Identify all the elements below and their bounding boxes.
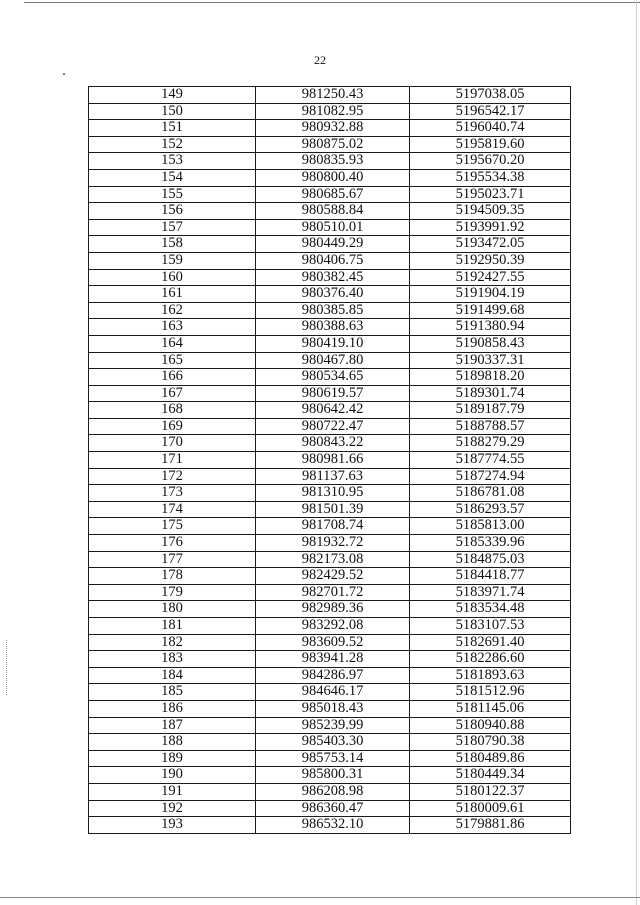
point-number-cell: 150 [89, 103, 256, 120]
point-number-cell: 184 [89, 667, 256, 684]
point-number-cell: 192 [89, 800, 256, 817]
point-number-cell: 156 [89, 203, 256, 220]
y-coordinate-cell: 5192427.55 [410, 269, 571, 286]
x-coordinate-cell: 980875.02 [256, 136, 410, 153]
y-coordinate-cell: 5189301.74 [410, 385, 571, 402]
x-coordinate-cell: 981137.63 [256, 468, 410, 485]
top-edge-rule [24, 2, 640, 3]
x-coordinate-cell: 980722.47 [256, 418, 410, 435]
y-coordinate-cell: 5181145.06 [410, 700, 571, 717]
point-number-cell: 175 [89, 518, 256, 535]
y-coordinate-cell: 5180489.86 [410, 750, 571, 767]
table-row [89, 385, 571, 402]
y-coordinate-cell: 5184418.77 [410, 568, 571, 585]
x-coordinate-cell: 985018.43 [256, 700, 410, 717]
table-row [89, 120, 571, 137]
point-number-cell: 188 [89, 734, 256, 751]
table-row [89, 601, 571, 618]
x-coordinate-cell: 980835.93 [256, 153, 410, 170]
table-row [89, 252, 571, 269]
x-coordinate-cell: 982173.08 [256, 551, 410, 568]
y-coordinate-cell: 5191904.19 [410, 286, 571, 303]
table-row [89, 203, 571, 220]
y-coordinate-cell: 5180009.61 [410, 800, 571, 817]
table-row [89, 369, 571, 386]
y-coordinate-cell: 5182691.40 [410, 634, 571, 651]
point-number-cell: 161 [89, 286, 256, 303]
table-row [89, 734, 571, 751]
point-number-cell: 180 [89, 601, 256, 618]
table-row [89, 269, 571, 286]
point-number-cell: 193 [89, 817, 256, 834]
x-coordinate-cell: 984286.97 [256, 667, 410, 684]
x-coordinate-cell: 980510.01 [256, 219, 410, 236]
table-row [89, 618, 571, 635]
point-number-cell: 187 [89, 717, 256, 734]
point-number-cell: 164 [89, 335, 256, 352]
table-row [89, 435, 571, 452]
x-coordinate-cell: 985800.31 [256, 767, 410, 784]
table-row [89, 783, 571, 800]
x-coordinate-cell: 980376.40 [256, 286, 410, 303]
y-coordinate-cell: 5188788.57 [410, 418, 571, 435]
table-row [89, 700, 571, 717]
point-number-cell: 153 [89, 153, 256, 170]
x-coordinate-cell: 980981.66 [256, 452, 410, 469]
y-coordinate-cell: 5195534.38 [410, 169, 571, 186]
y-coordinate-cell: 5183534.48 [410, 601, 571, 618]
point-number-cell: 185 [89, 684, 256, 701]
x-coordinate-cell: 985753.14 [256, 750, 410, 767]
point-number-cell: 181 [89, 618, 256, 635]
table-row [89, 817, 571, 834]
y-coordinate-cell: 5185339.96 [410, 535, 571, 552]
coordinates-table-body [89, 87, 571, 834]
point-number-cell: 179 [89, 584, 256, 601]
table-row [89, 551, 571, 568]
x-coordinate-cell: 985239.99 [256, 717, 410, 734]
x-coordinate-cell: 986208.98 [256, 783, 410, 800]
table-row [89, 667, 571, 684]
y-coordinate-cell: 5179881.86 [410, 817, 571, 834]
point-number-cell: 169 [89, 418, 256, 435]
point-number-cell: 186 [89, 700, 256, 717]
table-row [89, 302, 571, 319]
table-row [89, 468, 571, 485]
x-coordinate-cell: 986532.10 [256, 817, 410, 834]
x-coordinate-cell: 982429.52 [256, 568, 410, 585]
right-edge-line [636, 0, 637, 905]
x-coordinate-cell: 981250.43 [256, 87, 410, 104]
point-number-cell: 163 [89, 319, 256, 336]
y-coordinate-cell: 5194509.35 [410, 203, 571, 220]
point-number-cell: 177 [89, 551, 256, 568]
point-number-cell: 166 [89, 369, 256, 386]
table-row [89, 750, 571, 767]
y-coordinate-cell: 5192950.39 [410, 252, 571, 269]
x-coordinate-cell: 980588.84 [256, 203, 410, 220]
y-coordinate-cell: 5189818.20 [410, 369, 571, 386]
x-coordinate-cell: 983941.28 [256, 651, 410, 668]
x-coordinate-cell: 980932.88 [256, 120, 410, 137]
bottom-edge-rule [0, 897, 640, 898]
x-coordinate-cell: 981082.95 [256, 103, 410, 120]
table-row [89, 286, 571, 303]
point-number-cell: 168 [89, 402, 256, 419]
left-margin-marks [6, 640, 8, 695]
point-number-cell: 176 [89, 535, 256, 552]
x-coordinate-cell: 980388.63 [256, 319, 410, 336]
point-number-cell: 149 [89, 87, 256, 104]
point-number-cell: 154 [89, 169, 256, 186]
point-number-cell: 167 [89, 385, 256, 402]
x-coordinate-cell: 980642.42 [256, 402, 410, 419]
x-coordinate-cell: 986360.47 [256, 800, 410, 817]
x-coordinate-cell: 980843.22 [256, 435, 410, 452]
point-number-cell: 162 [89, 302, 256, 319]
y-coordinate-cell: 5186293.57 [410, 501, 571, 518]
x-coordinate-cell: 980382.45 [256, 269, 410, 286]
x-coordinate-cell: 980406.75 [256, 252, 410, 269]
y-coordinate-cell: 5187774.55 [410, 452, 571, 469]
table-row [89, 352, 571, 369]
coordinates-table [88, 86, 571, 834]
y-coordinate-cell: 5197038.05 [410, 87, 571, 104]
point-number-cell: 190 [89, 767, 256, 784]
y-coordinate-cell: 5195670.20 [410, 153, 571, 170]
table-row [89, 418, 571, 435]
point-number-cell: 191 [89, 783, 256, 800]
x-coordinate-cell: 982701.72 [256, 584, 410, 601]
y-coordinate-cell: 5183971.74 [410, 584, 571, 601]
y-coordinate-cell: 5190858.43 [410, 335, 571, 352]
table-row [89, 402, 571, 419]
y-coordinate-cell: 5189187.79 [410, 402, 571, 419]
point-number-cell: 171 [89, 452, 256, 469]
table-row [89, 103, 571, 120]
x-coordinate-cell: 980619.57 [256, 385, 410, 402]
x-coordinate-cell: 980449.29 [256, 236, 410, 253]
point-number-cell: 155 [89, 186, 256, 203]
x-coordinate-cell: 982989.36 [256, 601, 410, 618]
table-row [89, 319, 571, 336]
y-coordinate-cell: 5190337.31 [410, 352, 571, 369]
x-coordinate-cell: 981310.95 [256, 485, 410, 502]
table-row [89, 535, 571, 552]
y-coordinate-cell: 5184875.03 [410, 551, 571, 568]
x-coordinate-cell: 981708.74 [256, 518, 410, 535]
table-row [89, 651, 571, 668]
point-number-cell: 189 [89, 750, 256, 767]
point-number-cell: 173 [89, 485, 256, 502]
x-coordinate-cell: 980419.10 [256, 335, 410, 352]
table-row [89, 335, 571, 352]
table-row [89, 767, 571, 784]
point-number-cell: 182 [89, 634, 256, 651]
table-row [89, 169, 571, 186]
table-row [89, 236, 571, 253]
y-coordinate-cell: 5195023.71 [410, 186, 571, 203]
x-coordinate-cell: 984646.17 [256, 684, 410, 701]
y-coordinate-cell: 5182286.60 [410, 651, 571, 668]
point-number-cell: 160 [89, 269, 256, 286]
x-coordinate-cell: 985403.30 [256, 734, 410, 751]
point-number-cell: 178 [89, 568, 256, 585]
y-coordinate-cell: 5180449.34 [410, 767, 571, 784]
y-coordinate-cell: 5180790.38 [410, 734, 571, 751]
table-row [89, 634, 571, 651]
y-coordinate-cell: 5185813.00 [410, 518, 571, 535]
point-number-cell: 170 [89, 435, 256, 452]
table-row [89, 584, 571, 601]
y-coordinate-cell: 5193472.05 [410, 236, 571, 253]
scan-speck [63, 73, 65, 75]
x-coordinate-cell: 981501.39 [256, 501, 410, 518]
point-number-cell: 183 [89, 651, 256, 668]
y-coordinate-cell: 5196542.17 [410, 103, 571, 120]
x-coordinate-cell: 980800.40 [256, 169, 410, 186]
x-coordinate-cell: 980385.85 [256, 302, 410, 319]
y-coordinate-cell: 5181512.96 [410, 684, 571, 701]
x-coordinate-cell: 983292.08 [256, 618, 410, 635]
table-row [89, 485, 571, 502]
x-coordinate-cell: 980467.80 [256, 352, 410, 369]
point-number-cell: 165 [89, 352, 256, 369]
point-number-cell: 174 [89, 501, 256, 518]
table-row [89, 452, 571, 469]
y-coordinate-cell: 5183107.53 [410, 618, 571, 635]
table-row [89, 153, 571, 170]
point-number-cell: 152 [89, 136, 256, 153]
table-row [89, 684, 571, 701]
x-coordinate-cell: 981932.72 [256, 535, 410, 552]
table-row [89, 518, 571, 535]
x-coordinate-cell: 983609.52 [256, 634, 410, 651]
y-coordinate-cell: 5180940.88 [410, 717, 571, 734]
y-coordinate-cell: 5186781.08 [410, 485, 571, 502]
y-coordinate-cell: 5196040.74 [410, 120, 571, 137]
table-row [89, 186, 571, 203]
point-number-cell: 158 [89, 236, 256, 253]
table-row [89, 501, 571, 518]
table-row [89, 717, 571, 734]
y-coordinate-cell: 5193991.92 [410, 219, 571, 236]
y-coordinate-cell: 5191499.68 [410, 302, 571, 319]
point-number-cell: 157 [89, 219, 256, 236]
point-number-cell: 151 [89, 120, 256, 137]
page-number: 22 [314, 53, 326, 67]
point-number-cell: 159 [89, 252, 256, 269]
y-coordinate-cell: 5181893.63 [410, 667, 571, 684]
y-coordinate-cell: 5195819.60 [410, 136, 571, 153]
table-row [89, 568, 571, 585]
y-coordinate-cell: 5180122.37 [410, 783, 571, 800]
point-number-cell: 172 [89, 468, 256, 485]
y-coordinate-cell: 5188279.29 [410, 435, 571, 452]
table-row [89, 87, 571, 104]
table-row [89, 136, 571, 153]
y-coordinate-cell: 5187274.94 [410, 468, 571, 485]
table-row [89, 800, 571, 817]
y-coordinate-cell: 5191380.94 [410, 319, 571, 336]
table-row [89, 219, 571, 236]
x-coordinate-cell: 980685.67 [256, 186, 410, 203]
x-coordinate-cell: 980534.65 [256, 369, 410, 386]
